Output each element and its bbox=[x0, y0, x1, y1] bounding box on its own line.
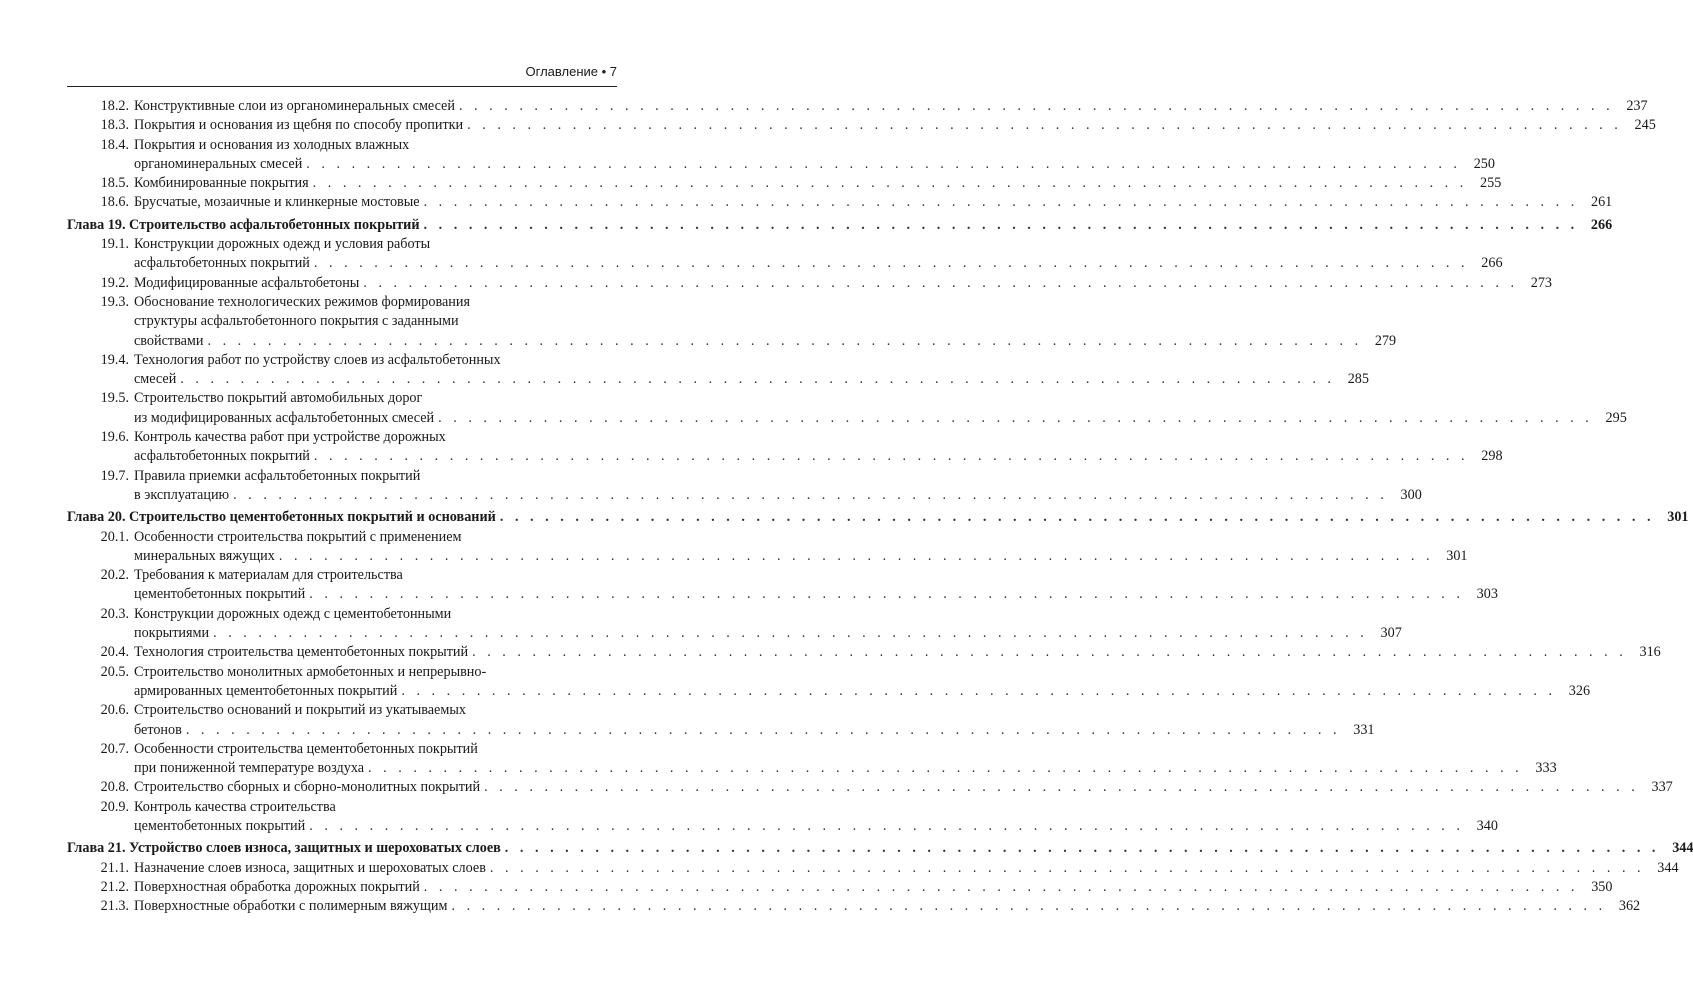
title-line: Поверхностная обработка дорожных покрытий bbox=[134, 878, 420, 895]
dot-leader: . . . . . . . . . . . . . . . . . . . . . . . . . . . . . . . . . . . . . . . . . . . . . . . . . . . . . . . . . . . . . . . . . . . . . . . . . . . . . bbox=[423, 878, 1579, 895]
title-line: Особенности строительства покрытий с применением bbox=[134, 528, 462, 545]
toc-chapter-entry[interactable] bbox=[67, 839, 1693, 858]
entry-title bbox=[134, 235, 1503, 274]
toc-section-entry[interactable] bbox=[67, 97, 1648, 116]
title-line: свойствами bbox=[134, 332, 204, 349]
title-line: Покрытия и основания из щебня по способу пропитки bbox=[134, 117, 464, 134]
title-line: Комбинированные покрытия bbox=[134, 175, 309, 192]
title-line: армированных цементобетонных покрытий bbox=[134, 682, 398, 699]
entry-title bbox=[134, 428, 1503, 467]
title-line: при пониженной температуре воздуха bbox=[134, 760, 365, 777]
dot-leader: . . . . . . . . . . . . . . . . . . . . . . . . . . . . . . . . . . . . . . . . . . . . . . . . . . . . . . . . . . . . . . . . . . . . . . . . . . . . . bbox=[438, 409, 1593, 426]
toc-section-entry[interactable] bbox=[67, 116, 1656, 135]
toc-section-entry[interactable] bbox=[67, 293, 1397, 351]
entry-title bbox=[134, 859, 1679, 878]
dot-leader: . . . . . . . . . . . . . . . . . . . . . . . . . . . . . . . . . . . . . . . . . . . . . . . . . . . . . . . . . . . . . . . . . . . . . . . . . . . . . bbox=[401, 682, 1557, 699]
toc-section-entry[interactable] bbox=[67, 136, 1495, 175]
section-number: 20.9. bbox=[100, 798, 129, 815]
page-number: 301 bbox=[1446, 547, 1468, 564]
toc-section-entry[interactable] bbox=[67, 174, 1502, 193]
title-line: Брусчатые, мозаичные и клинкерные мостовые bbox=[134, 194, 420, 211]
title-line: Контроль качества работ при устройстве дорожных bbox=[134, 429, 446, 446]
dot-leader: . . . . . . . . . . . . . . . . . . . . . . . . . . . . . . . . . . . . . . . . . . . . . . . . . . . . . . . . . . . . . . . . . . . . . . . . . . . . . bbox=[504, 840, 1660, 857]
page-number: 266 bbox=[1590, 216, 1613, 233]
page-number: 344 bbox=[1672, 840, 1693, 857]
section-number: 19.6. bbox=[100, 429, 129, 446]
entry-title bbox=[134, 643, 1661, 662]
title-line: Строительство оснований и покрытий из укатываемых bbox=[134, 702, 466, 719]
section-number: 20.3. bbox=[100, 605, 129, 622]
title-line: минеральных вяжущих bbox=[134, 547, 275, 564]
title-line: бетонов bbox=[134, 721, 182, 738]
toc-section-entry[interactable] bbox=[67, 798, 1498, 837]
dot-leader: . . . . . . . . . . . . . . . . . . . . . . . . . . . . . . . . . . . . . . . . . . . . . . . . . . . . . . . . . . . . . . . . . . . . . . . . . . . . . bbox=[309, 586, 1464, 603]
dot-leader: . . . . . . . . . . . . . . . . . . . . . . . . . . . . . . . . . . . . . . . . . . . . . . . . . . . . . . . . . . . . . . . . . . . . . . . . . . . . . bbox=[313, 448, 1469, 465]
page-number: 300 bbox=[1400, 486, 1422, 503]
dot-leader: . . . . . . . . . . . . . . . . . . . . . . . . . . . . . . . . . . . . . . . . . . . . . . . . . . . . . . . . . . . . . . . . . . . . . . . . . . . . . bbox=[233, 486, 1388, 503]
entry-title bbox=[134, 293, 1397, 351]
section-number: 19.1. bbox=[100, 236, 129, 253]
section-number: 18.6. bbox=[100, 194, 129, 211]
page-number: 362 bbox=[1618, 898, 1641, 915]
section-number: 20.2. bbox=[100, 567, 129, 584]
title-line: асфальтобетонных покрытий bbox=[134, 448, 310, 465]
entry-title bbox=[134, 467, 1422, 506]
entry-title bbox=[134, 174, 1502, 193]
dot-leader: . . . . . . . . . . . . . . . . . . . . . . . . . . . . . . . . . . . . . . . . . . . . . . . . . . . . . . . . . . . . . . . . . . . . . . . . . . . . . bbox=[484, 779, 1639, 796]
section-number: 18.3. bbox=[100, 117, 129, 134]
toc-section-entry[interactable] bbox=[67, 566, 1498, 605]
dot-leader: . . . . . . . . . . . . . . . . . . . . . . . . . . . . . . . . . . . . . . . . . . . . . . . . . . . . . . . . . . . . . . . . . . . . . . . . . . . . . bbox=[363, 274, 1519, 291]
page-number: 298 bbox=[1481, 448, 1503, 465]
section-number: 21.2. bbox=[100, 878, 129, 895]
dot-leader: . . . . . . . . . . . . . . . . . . . . . . . . . . . . . . . . . . . . . . . . . . . . . . . . . . . . . . . . . . . . . . . . . . . . . . . . . . . . . bbox=[185, 721, 1341, 738]
section-number: 19.7. bbox=[100, 467, 129, 484]
toc-section-entry[interactable] bbox=[67, 878, 1613, 897]
dot-leader: . . . . . . . . . . . . . . . . . . . . . . . . . . . . . . . . . . . . . . . . . . . . . . . . . . . . . . . . . . . . . . . . . . . . . . . . . . . . . bbox=[313, 255, 1469, 272]
title-line: цементобетонных покрытий bbox=[134, 586, 306, 603]
toc-section-entry[interactable] bbox=[67, 528, 1468, 567]
section-number: 19.5. bbox=[100, 390, 129, 407]
dot-leader: . . . . . . . . . . . . . . . . . . . . . . . . . . . . . . . . . . . . . . . . . . . . . . . . . . . . . . . . . . . . . . . . . . . . . . . . . . . . . bbox=[423, 216, 1579, 233]
toc-section-entry[interactable] bbox=[67, 701, 1375, 740]
page-number: 295 bbox=[1605, 409, 1627, 426]
page-number: 331 bbox=[1353, 721, 1375, 738]
entry-title bbox=[134, 897, 1641, 916]
section-number: 19.3. bbox=[100, 293, 129, 310]
title-line: Глава 20. Строительство цементобетонных покрытий и оснований bbox=[67, 509, 496, 526]
entry-title bbox=[134, 878, 1613, 897]
title-line: Технология работ по устройству слоев из асфальтобетонных bbox=[134, 351, 501, 368]
entry-title bbox=[134, 701, 1375, 740]
title-line: Назначение слоев износа, защитных и шероховатых слоев bbox=[134, 859, 486, 876]
page-number: 250 bbox=[1473, 155, 1495, 172]
dot-leader: . . . . . . . . . . . . . . . . . . . . . . . . . . . . . . . . . . . . . . . . . . . . . . . . . . . . . . . . . . . . . . . . . . . . . . . . . . . . . bbox=[278, 547, 1434, 564]
entry-title bbox=[134, 193, 1613, 212]
entry-title bbox=[134, 351, 1369, 390]
section-number: 18.4. bbox=[100, 136, 129, 153]
section-number: 21.1. bbox=[100, 859, 129, 876]
title-line: асфальтобетонных покрытий bbox=[134, 255, 310, 272]
section-number: 20.5. bbox=[100, 663, 129, 680]
section-number: 20.8. bbox=[100, 779, 129, 796]
page-number: 266 bbox=[1481, 255, 1503, 272]
page-number: 340 bbox=[1476, 817, 1498, 834]
toc-section-entry[interactable] bbox=[67, 235, 1503, 274]
entry-title bbox=[134, 778, 1673, 797]
entry-title bbox=[134, 274, 1553, 293]
title-line: из модифицированных асфальтобетонных смесей bbox=[134, 409, 435, 426]
toc-section-entry[interactable] bbox=[67, 643, 1661, 662]
entry-title bbox=[134, 136, 1495, 175]
section-number: 20.1. bbox=[100, 528, 129, 545]
toc-section-entry[interactable] bbox=[67, 740, 1557, 779]
dot-leader: . . . . . . . . . . . . . . . . . . . . . . . . . . . . . . . . . . . . . . . . . . . . . . . . . . . . . . . . . . . . . . . . . . . . . . . . . . . . . bbox=[423, 194, 1579, 211]
title-line: Требования к материалам для строительства bbox=[134, 567, 403, 584]
dot-leader: . . . . . . . . . . . . . . . . . . . . . . . . . . . . . . . . . . . . . . . . . . . . . . . . . . . . . . . . . . . . . . . . . . . . . . . . . . . . . bbox=[368, 760, 1523, 777]
section-number: 19.2. bbox=[100, 274, 129, 291]
title-line: Обоснование технологических режимов формирования bbox=[134, 293, 470, 310]
title-line: Технология строительства цементобетонных покрытий bbox=[134, 644, 469, 661]
dot-leader: . . . . . . . . . . . . . . . . . . . . . . . . . . . . . . . . . . . . . . . . . . . . . . . . . . . . . . . . . . . . . . . . . . . . . . . . . . . . . bbox=[309, 817, 1464, 834]
dot-leader: . . . . . . . . . . . . . . . . . . . . . . . . . . . . . . . . . . . . . . . . . . . . . . . . . . . . . . . . . . . . . . . . . . . . . . . . . . . . . bbox=[312, 175, 1468, 192]
entry-title bbox=[134, 389, 1627, 428]
title-line: Глава 19. Строительство асфальтобетонных покрытий bbox=[67, 216, 420, 233]
entry-title bbox=[67, 508, 1689, 527]
title-line: Контроль качества строительства bbox=[134, 798, 336, 815]
section-number: 18.5. bbox=[100, 175, 129, 192]
entry-title bbox=[134, 740, 1557, 779]
title-line: покрытиями bbox=[134, 625, 210, 642]
toc-section-entry[interactable] bbox=[67, 193, 1613, 212]
title-line: Конструкции дорожных одежд и условия работы bbox=[134, 236, 431, 253]
page-number: 350 bbox=[1591, 878, 1613, 895]
toc-section-entry[interactable] bbox=[67, 778, 1673, 797]
entry-title bbox=[134, 566, 1498, 605]
page-number: 333 bbox=[1535, 760, 1557, 777]
toc-section-entry[interactable] bbox=[67, 467, 1422, 506]
page-number: 279 bbox=[1374, 332, 1397, 349]
page-number: 307 bbox=[1380, 625, 1402, 642]
toc-section-entry[interactable] bbox=[67, 605, 1402, 644]
title-line: Конструктивные слои из органоминеральных смесей bbox=[134, 98, 455, 114]
page-number: 255 bbox=[1480, 175, 1502, 192]
running-header-text: Оглавление • 7 bbox=[525, 64, 617, 79]
entry-title bbox=[134, 97, 1648, 116]
entry-title bbox=[134, 663, 1591, 702]
title-line: Строительство покрытий автомобильных дорог bbox=[134, 390, 423, 407]
page-number: 326 bbox=[1568, 682, 1591, 699]
title-line: цементобетонных покрытий bbox=[134, 817, 306, 834]
title-line: Покрытия и основания из холодных влажных bbox=[134, 136, 410, 153]
section-number: 21.3. bbox=[100, 898, 129, 915]
section-number: 20.4. bbox=[100, 644, 129, 661]
table-of-contents bbox=[67, 97, 1693, 916]
toc-section-entry[interactable] bbox=[67, 859, 1679, 878]
entry-title bbox=[134, 116, 1656, 135]
title-line: Модифицированные асфальтобетоны bbox=[134, 274, 360, 291]
toc-section-entry[interactable] bbox=[67, 663, 1591, 702]
toc-section-entry[interactable] bbox=[67, 428, 1503, 467]
title-line: структуры асфальтобетонного покрытия с заданными bbox=[134, 313, 459, 330]
dot-leader: . . . . . . . . . . . . . . . . . . . . . . . . . . . . . . . . . . . . . . . . . . . . . . . . . . . . . . . . . . . . . . . . . . . . . . . . . . . . . bbox=[207, 332, 1363, 349]
dot-leader: . . . . . . . . . . . . . . . . . . . . . . . . . . . . . . . . . . . . . . . . . . . . . . . . . . . . . . . . . . . . . . . . . . . . . . . . . . . . . bbox=[451, 898, 1607, 915]
toc-section-entry[interactable] bbox=[67, 274, 1553, 293]
entry-title bbox=[67, 839, 1693, 858]
section-number: 19.4. bbox=[100, 351, 129, 368]
title-line: Поверхностные обработки с полимерным вяжущим bbox=[134, 898, 448, 915]
entry-title bbox=[134, 528, 1468, 567]
section-number: 20.6. bbox=[100, 702, 129, 719]
entry-title bbox=[67, 216, 1613, 235]
dot-leader: . . . . . . . . . . . . . . . . . . . . . . . . . . . . . . . . . . . . . . . . . . . . . . . . . . . . . . . . . . . . . . . . . . . . . . . . . . . . . bbox=[489, 859, 1645, 876]
dot-leader: . . . . . . . . . . . . . . . . . . . . . . . . . . . . . . . . . . . . . . . . . . . . . . . . . . . . . . . . . . . . . . . . . . . . . . . . . . . . . bbox=[213, 625, 1368, 642]
title-line: Особенности строительства цементобетонных покрытий bbox=[134, 740, 478, 757]
page-number: 261 bbox=[1590, 194, 1613, 211]
entry-title bbox=[134, 605, 1402, 644]
toc-chapter-entry[interactable] bbox=[67, 508, 1689, 527]
toc-section-entry[interactable] bbox=[67, 351, 1369, 390]
title-line: органоминеральных смесей bbox=[134, 155, 303, 172]
section-number: 18.2. bbox=[100, 98, 129, 114]
dot-leader: . . . . . . . . . . . . . . . . . . . . . . . . . . . . . . . . . . . . . . . . . . . . . . . . . . . . . . . . . . . . . . . . . . . . . . . . . . . . . bbox=[472, 644, 1627, 661]
title-line: Конструкции дорожных одежд с цементобетонными bbox=[134, 605, 452, 622]
title-line: смесей bbox=[134, 371, 177, 388]
page-number: 344 bbox=[1657, 859, 1679, 876]
page-number: 245 bbox=[1634, 117, 1656, 134]
title-line: в эксплуатацию bbox=[134, 486, 230, 503]
section-number: 20.7. bbox=[100, 740, 129, 757]
title-line: Строительство сборных и сборно-монолитных покрытий bbox=[134, 779, 481, 796]
entry-title bbox=[134, 798, 1498, 837]
toc-chapter-entry[interactable] bbox=[67, 216, 1613, 235]
page-number: 303 bbox=[1476, 586, 1498, 603]
dot-leader: . . . . . . . . . . . . . . . . . . . . . . . . . . . . . . . . . . . . . . . . . . . . . . . . . . . . . . . . . . . . . . . . . . . . . . . . . . . . . bbox=[458, 98, 1614, 114]
page-header bbox=[67, 64, 617, 87]
page-number: 337 bbox=[1651, 779, 1673, 796]
title-line: Строительство монолитных армобетонных и непрерывно- bbox=[134, 663, 487, 680]
dot-leader: . . . . . . . . . . . . . . . . . . . . . . . . . . . . . . . . . . . . . . . . . . . . . . . . . . . . . . . . . . . . . . . . . . . . . . . . . . . . . bbox=[467, 117, 1622, 134]
page-number: 273 bbox=[1530, 274, 1553, 291]
dot-leader: . . . . . . . . . . . . . . . . . . . . . . . . . . . . . . . . . . . . . . . . . . . . . . . . . . . . . . . . . . . . . . . . . . . . . . . . . . . . . bbox=[306, 155, 1461, 172]
page-number: 316 bbox=[1639, 644, 1661, 661]
page-number: 237 bbox=[1626, 98, 1648, 114]
title-line: Глава 21. Устройство слоев износа, защитных и шероховатых слоев bbox=[67, 840, 501, 857]
toc-section-entry[interactable] bbox=[67, 897, 1641, 916]
page-number: 301 bbox=[1667, 509, 1689, 526]
toc-section-entry[interactable] bbox=[67, 389, 1627, 428]
page-number: 285 bbox=[1347, 371, 1369, 388]
dot-leader: . . . . . . . . . . . . . . . . . . . . . . . . . . . . . . . . . . . . . . . . . . . . . . . . . . . . . . . . . . . . . . . . . . . . . . . . . . . . . bbox=[499, 509, 1655, 526]
dot-leader: . . . . . . . . . . . . . . . . . . . . . . . . . . . . . . . . . . . . . . . . . . . . . . . . . . . . . . . . . . . . . . . . . . . . . . . . . . . . . bbox=[180, 371, 1335, 388]
title-line: Правила приемки асфальтобетонных покрытий bbox=[134, 467, 421, 484]
